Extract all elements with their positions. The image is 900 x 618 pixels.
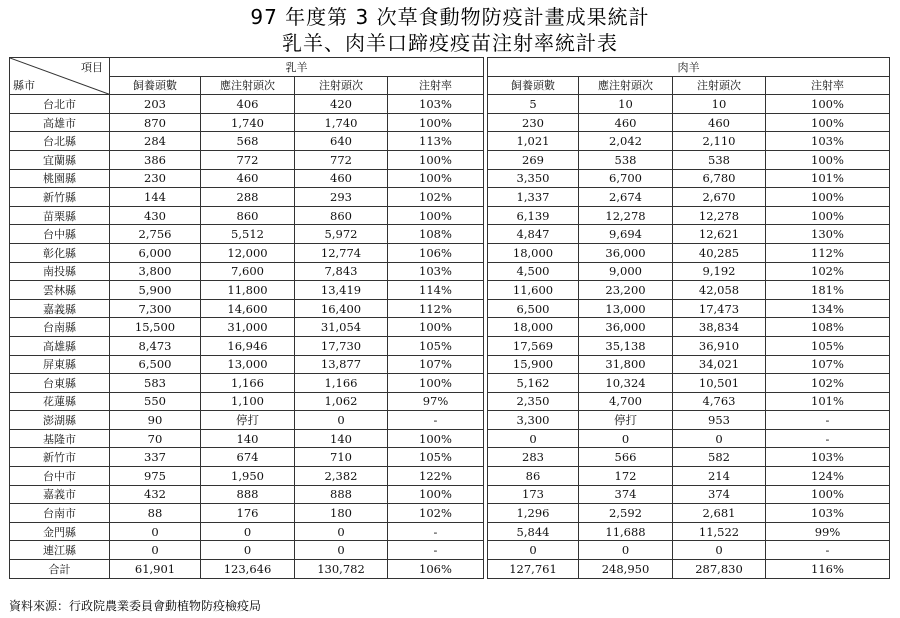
meat-head-count-cell: 283	[488, 448, 579, 467]
table-row	[10, 485, 890, 504]
meat-injected-cell: 374	[673, 485, 766, 504]
table-row	[10, 355, 890, 374]
dairy-required-cell: 888	[201, 485, 295, 504]
meat-head-count-cell: 18,000	[488, 243, 579, 262]
meat-head-count-cell: 1,021	[488, 132, 579, 151]
dairy-injected-header: 注射頭次	[295, 76, 388, 95]
meat-injected-cell: 9,192	[673, 262, 766, 281]
meat-required-cell: 248,950	[579, 560, 673, 579]
meat-injected-cell: 11,522	[673, 522, 766, 541]
table-row	[10, 374, 890, 393]
table-row	[10, 299, 890, 318]
meat-rate-cell: 124%	[766, 467, 890, 486]
meat-injected-cell: 6,780	[673, 169, 766, 188]
meat-injected-cell: 38,834	[673, 318, 766, 337]
table-row	[10, 281, 890, 300]
dairy-required-cell: 13,000	[201, 355, 295, 374]
dairy-required-cell: 7,600	[201, 262, 295, 281]
city-cell: 台南市	[10, 504, 110, 523]
meat-rate-cell: 100%	[766, 206, 890, 225]
meat-required-cell: 0	[579, 541, 673, 560]
dairy-head-count-cell: 337	[110, 448, 201, 467]
dairy-head-count-cell: 5,900	[110, 281, 201, 300]
dairy-required-cell: 860	[201, 206, 295, 225]
dairy-injected-cell: 1,166	[295, 374, 388, 393]
table-row	[10, 504, 890, 523]
meat-required-cell: 0	[579, 429, 673, 448]
meat-injected-cell: 953	[673, 411, 766, 430]
table-row	[10, 169, 890, 188]
meat-rate-cell: 102%	[766, 262, 890, 281]
meat-rate-header: 注射率	[766, 76, 890, 95]
meat-required-cell: 2,592	[579, 504, 673, 523]
item-label: 項目	[81, 61, 103, 74]
dairy-head-count-cell: 6,000	[110, 243, 201, 262]
city-cell: 屏東縣	[10, 355, 110, 374]
dairy-rate-cell: 105%	[388, 336, 484, 355]
meat-rate-cell: -	[766, 429, 890, 448]
meat-injected-cell: 12,278	[673, 206, 766, 225]
dairy-required-cell: 288	[201, 188, 295, 207]
table-row	[10, 467, 890, 486]
city-cell: 澎湖縣	[10, 411, 110, 430]
dairy-injected-cell: 2,382	[295, 467, 388, 486]
meat-rate-cell: 100%	[766, 485, 890, 504]
dairy-head-count-cell: 2,756	[110, 225, 201, 244]
table-row	[10, 150, 890, 169]
report-title: 97 年度第 3 次草食動物防疫計畫成果統計	[250, 5, 650, 29]
meat-injected-cell: 2,681	[673, 504, 766, 523]
dairy-injected-cell: 13,419	[295, 281, 388, 300]
meat-rate-cell: 99%	[766, 522, 890, 541]
dairy-injected-cell: 860	[295, 206, 388, 225]
city-cell: 桃園縣	[10, 169, 110, 188]
meat-injected-cell: 36,910	[673, 336, 766, 355]
city-cell: 雲林縣	[10, 281, 110, 300]
dairy-injected-cell: 888	[295, 485, 388, 504]
dairy-injected-cell: 0	[295, 411, 388, 430]
city-cell: 宜蘭縣	[10, 150, 110, 169]
meat-head-count-cell: 0	[488, 541, 579, 560]
dairy-required-cell: 176	[201, 504, 295, 523]
group-header-row	[10, 58, 890, 77]
dairy-rate-cell: 100%	[388, 150, 484, 169]
dairy-injected-cell: 17,730	[295, 336, 388, 355]
dairy-injected-cell: 293	[295, 188, 388, 207]
dairy-required-header: 應注射頭次	[201, 76, 295, 95]
meat-required-cell: 172	[579, 467, 673, 486]
dairy-head-count-cell: 583	[110, 374, 201, 393]
dairy-required-cell: 11,800	[201, 281, 295, 300]
meat-head-count-cell: 6,139	[488, 206, 579, 225]
meat-head-count-cell: 173	[488, 485, 579, 504]
meat-required-cell: 12,278	[579, 206, 673, 225]
dairy-head-count-cell: 0	[110, 541, 201, 560]
table-row	[10, 95, 890, 114]
table-row	[10, 225, 890, 244]
table-row	[10, 541, 890, 560]
meat-injected-header: 注射頭次	[673, 76, 766, 95]
city-cell: 新竹市	[10, 448, 110, 467]
meat-head-count-cell: 86	[488, 467, 579, 486]
meat-injected-cell: 17,473	[673, 299, 766, 318]
dairy-rate-cell: 103%	[388, 262, 484, 281]
table-row	[10, 262, 890, 281]
meat-required-cell: 4,700	[579, 392, 673, 411]
dairy-head-count-cell: 88	[110, 504, 201, 523]
meat-rate-cell: -	[766, 541, 890, 560]
dairy-injected-cell: 1,740	[295, 113, 388, 132]
meat-head-count-cell: 11,600	[488, 281, 579, 300]
meat-injected-cell: 0	[673, 429, 766, 448]
meat-goat-header: 肉羊	[488, 58, 890, 77]
table-row	[10, 411, 890, 430]
meat-required-cell: 停打	[579, 411, 673, 430]
meat-head-count-cell: 1,337	[488, 188, 579, 207]
dairy-required-cell: 674	[201, 448, 295, 467]
dairy-required-cell: 568	[201, 132, 295, 151]
dairy-rate-cell: 107%	[388, 355, 484, 374]
meat-head-count-cell: 3,300	[488, 411, 579, 430]
meat-required-cell: 538	[579, 150, 673, 169]
dairy-head-count-cell: 870	[110, 113, 201, 132]
dairy-rate-cell: 122%	[388, 467, 484, 486]
dairy-rate-cell: 97%	[388, 392, 484, 411]
meat-rate-cell: 103%	[766, 504, 890, 523]
dairy-head-count-cell: 61,901	[110, 560, 201, 579]
dairy-injected-cell: 0	[295, 522, 388, 541]
city-cell: 新竹縣	[10, 188, 110, 207]
meat-required-cell: 374	[579, 485, 673, 504]
city-cell: 台東縣	[10, 374, 110, 393]
meat-rate-cell: 101%	[766, 169, 890, 188]
dairy-head-count-cell: 15,500	[110, 318, 201, 337]
city-cell: 嘉義縣	[10, 299, 110, 318]
dairy-head-count-cell: 975	[110, 467, 201, 486]
dairy-required-cell: 1,740	[201, 113, 295, 132]
meat-head-count-cell: 4,847	[488, 225, 579, 244]
meat-head-count-cell: 18,000	[488, 318, 579, 337]
city-cell: 台中市	[10, 467, 110, 486]
table-title: 乳羊、肉羊口蹄疫疫苗注射率統計表	[282, 31, 618, 55]
meat-required-cell: 566	[579, 448, 673, 467]
meat-head-count-header: 飼養頭數	[488, 76, 579, 95]
dairy-rate-cell: 102%	[388, 504, 484, 523]
vaccination-table	[9, 57, 890, 579]
dairy-head-count-cell: 550	[110, 392, 201, 411]
meat-head-count-cell: 0	[488, 429, 579, 448]
table-row	[10, 429, 890, 448]
meat-rate-cell: 134%	[766, 299, 890, 318]
meat-required-cell: 10	[579, 95, 673, 114]
dairy-head-count-cell: 8,473	[110, 336, 201, 355]
city-cell: 合計	[10, 560, 110, 579]
dairy-injected-cell: 5,972	[295, 225, 388, 244]
meat-injected-cell: 582	[673, 448, 766, 467]
table-row	[10, 448, 890, 467]
meat-rate-cell: 100%	[766, 188, 890, 207]
meat-injected-cell: 40,285	[673, 243, 766, 262]
dairy-rate-cell: 112%	[388, 299, 484, 318]
source-note: 資料來源：行政院農業委員會動植物防疫檢疫局	[9, 599, 262, 613]
dairy-rate-cell: 102%	[388, 188, 484, 207]
dairy-rate-cell: 106%	[388, 243, 484, 262]
meat-required-cell: 35,138	[579, 336, 673, 355]
dairy-injected-cell: 1,062	[295, 392, 388, 411]
city-label: 縣市	[13, 79, 35, 93]
meat-rate-cell: 101%	[766, 392, 890, 411]
dairy-head-count-cell: 90	[110, 411, 201, 430]
meat-rate-cell: 112%	[766, 243, 890, 262]
city-cell: 金門縣	[10, 522, 110, 541]
dairy-required-cell: 0	[201, 541, 295, 560]
dairy-rate-cell: -	[388, 411, 484, 430]
dairy-required-cell: 772	[201, 150, 295, 169]
dairy-rate-cell: 100%	[388, 206, 484, 225]
dairy-required-cell: 31,000	[201, 318, 295, 337]
dairy-required-cell: 5,512	[201, 225, 295, 244]
meat-required-cell: 9,694	[579, 225, 673, 244]
column-header-row	[10, 76, 890, 95]
city-cell: 台中縣	[10, 225, 110, 244]
dairy-head-count-cell: 70	[110, 429, 201, 448]
meat-head-count-cell: 2,350	[488, 392, 579, 411]
meat-injected-cell: 10,501	[673, 374, 766, 393]
meat-required-header: 應注射頭次	[579, 76, 673, 95]
meat-injected-cell: 2,670	[673, 188, 766, 207]
dairy-injected-cell: 640	[295, 132, 388, 151]
dairy-injected-cell: 420	[295, 95, 388, 114]
dairy-injected-cell: 772	[295, 150, 388, 169]
city-cell: 高雄市	[10, 113, 110, 132]
meat-injected-cell: 0	[673, 541, 766, 560]
meat-injected-cell: 34,021	[673, 355, 766, 374]
meat-rate-cell: -	[766, 411, 890, 430]
dairy-rate-header: 注射率	[388, 76, 484, 95]
dairy-head-count-cell: 386	[110, 150, 201, 169]
dairy-head-count-header: 飼養頭數	[110, 76, 201, 95]
dairy-head-count-cell: 432	[110, 485, 201, 504]
meat-head-count-cell: 127,761	[488, 560, 579, 579]
meat-injected-cell: 287,830	[673, 560, 766, 579]
dairy-injected-cell: 0	[295, 541, 388, 560]
table-body	[10, 95, 890, 578]
meat-head-count-cell: 4,500	[488, 262, 579, 281]
dairy-head-count-cell: 3,800	[110, 262, 201, 281]
city-cell: 基隆市	[10, 429, 110, 448]
meat-rate-cell: 130%	[766, 225, 890, 244]
dairy-injected-cell: 12,774	[295, 243, 388, 262]
meat-rate-cell: 116%	[766, 560, 890, 579]
dairy-required-cell: 140	[201, 429, 295, 448]
dairy-required-cell: 123,646	[201, 560, 295, 579]
dairy-required-cell: 停打	[201, 411, 295, 430]
meat-rate-cell: 181%	[766, 281, 890, 300]
meat-rate-cell: 100%	[766, 150, 890, 169]
meat-injected-cell: 460	[673, 113, 766, 132]
dairy-injected-cell: 140	[295, 429, 388, 448]
table-row	[10, 318, 890, 337]
table-row	[10, 188, 890, 207]
dairy-rate-cell: 114%	[388, 281, 484, 300]
city-cell: 台南縣	[10, 318, 110, 337]
table-row	[10, 113, 890, 132]
dairy-required-cell: 406	[201, 95, 295, 114]
meat-head-count-cell: 5	[488, 95, 579, 114]
meat-required-cell: 36,000	[579, 318, 673, 337]
dairy-rate-cell: 108%	[388, 225, 484, 244]
dairy-rate-cell: 100%	[388, 485, 484, 504]
city-cell: 苗栗縣	[10, 206, 110, 225]
dairy-head-count-cell: 144	[110, 188, 201, 207]
dairy-rate-cell: 106%	[388, 560, 484, 579]
dairy-goat-header: 乳羊	[110, 58, 484, 77]
city-cell: 花蓮縣	[10, 392, 110, 411]
dairy-rate-cell: 100%	[388, 169, 484, 188]
meat-injected-cell: 2,110	[673, 132, 766, 151]
meat-required-cell: 9,000	[579, 262, 673, 281]
dairy-required-cell: 1,166	[201, 374, 295, 393]
dairy-rate-cell: -	[388, 541, 484, 560]
meat-rate-cell: 100%	[766, 95, 890, 114]
city-cell: 彰化縣	[10, 243, 110, 262]
table-row	[10, 132, 890, 151]
meat-required-cell: 6,700	[579, 169, 673, 188]
dairy-required-cell: 460	[201, 169, 295, 188]
dairy-head-count-cell: 284	[110, 132, 201, 151]
city-cell: 嘉義市	[10, 485, 110, 504]
dairy-rate-cell: -	[388, 522, 484, 541]
meat-head-count-cell: 17,569	[488, 336, 579, 355]
meat-rate-cell: 103%	[766, 448, 890, 467]
dairy-required-cell: 14,600	[201, 299, 295, 318]
dairy-head-count-cell: 203	[110, 95, 201, 114]
dairy-rate-cell: 100%	[388, 429, 484, 448]
meat-rate-cell: 105%	[766, 336, 890, 355]
dairy-rate-cell: 100%	[388, 113, 484, 132]
dairy-required-cell: 12,000	[201, 243, 295, 262]
dairy-required-cell: 1,100	[201, 392, 295, 411]
meat-injected-cell: 10	[673, 95, 766, 114]
meat-injected-cell: 538	[673, 150, 766, 169]
dairy-rate-cell: 113%	[388, 132, 484, 151]
table-row	[10, 560, 890, 579]
meat-required-cell: 23,200	[579, 281, 673, 300]
meat-head-count-cell: 15,900	[488, 355, 579, 374]
dairy-rate-cell: 100%	[388, 318, 484, 337]
table-row	[10, 243, 890, 262]
dairy-injected-cell: 710	[295, 448, 388, 467]
meat-rate-cell: 108%	[766, 318, 890, 337]
meat-head-count-cell: 269	[488, 150, 579, 169]
dairy-injected-cell: 130,782	[295, 560, 388, 579]
meat-head-count-cell: 5,844	[488, 522, 579, 541]
dairy-injected-cell: 460	[295, 169, 388, 188]
city-cell: 台北市	[10, 95, 110, 114]
meat-injected-cell: 12,621	[673, 225, 766, 244]
city-cell: 連江縣	[10, 541, 110, 560]
dairy-head-count-cell: 0	[110, 522, 201, 541]
meat-rate-cell: 103%	[766, 132, 890, 151]
dairy-rate-cell: 100%	[388, 374, 484, 393]
meat-injected-cell: 4,763	[673, 392, 766, 411]
city-cell: 台北縣	[10, 132, 110, 151]
dairy-required-cell: 0	[201, 522, 295, 541]
dairy-injected-cell: 31,054	[295, 318, 388, 337]
meat-rate-cell: 100%	[766, 113, 890, 132]
meat-required-cell: 2,674	[579, 188, 673, 207]
meat-head-count-cell: 230	[488, 113, 579, 132]
city-cell: 高雄縣	[10, 336, 110, 355]
dairy-head-count-cell: 230	[110, 169, 201, 188]
dairy-injected-cell: 180	[295, 504, 388, 523]
city-cell: 南投縣	[10, 262, 110, 281]
meat-head-count-cell: 1,296	[488, 504, 579, 523]
dairy-rate-cell: 105%	[388, 448, 484, 467]
dairy-head-count-cell: 430	[110, 206, 201, 225]
meat-injected-cell: 42,058	[673, 281, 766, 300]
meat-required-cell: 10,324	[579, 374, 673, 393]
meat-required-cell: 11,688	[579, 522, 673, 541]
table-row	[10, 392, 890, 411]
dairy-injected-cell: 7,843	[295, 262, 388, 281]
dairy-injected-cell: 16,400	[295, 299, 388, 318]
meat-required-cell: 13,000	[579, 299, 673, 318]
table-row	[10, 206, 890, 225]
dairy-head-count-cell: 6,500	[110, 355, 201, 374]
table-row	[10, 522, 890, 541]
meat-head-count-cell: 5,162	[488, 374, 579, 393]
dairy-rate-cell: 103%	[388, 95, 484, 114]
meat-rate-cell: 107%	[766, 355, 890, 374]
meat-required-cell: 2,042	[579, 132, 673, 151]
meat-head-count-cell: 3,350	[488, 169, 579, 188]
dairy-head-count-cell: 7,300	[110, 299, 201, 318]
dairy-required-cell: 1,950	[201, 467, 295, 486]
dairy-injected-cell: 13,877	[295, 355, 388, 374]
meat-head-count-cell: 6,500	[488, 299, 579, 318]
table-row	[10, 336, 890, 355]
dairy-required-cell: 16,946	[201, 336, 295, 355]
meat-required-cell: 36,000	[579, 243, 673, 262]
corner-header	[10, 58, 110, 95]
meat-required-cell: 460	[579, 113, 673, 132]
meat-rate-cell: 102%	[766, 374, 890, 393]
meat-required-cell: 31,800	[579, 355, 673, 374]
meat-injected-cell: 214	[673, 467, 766, 486]
